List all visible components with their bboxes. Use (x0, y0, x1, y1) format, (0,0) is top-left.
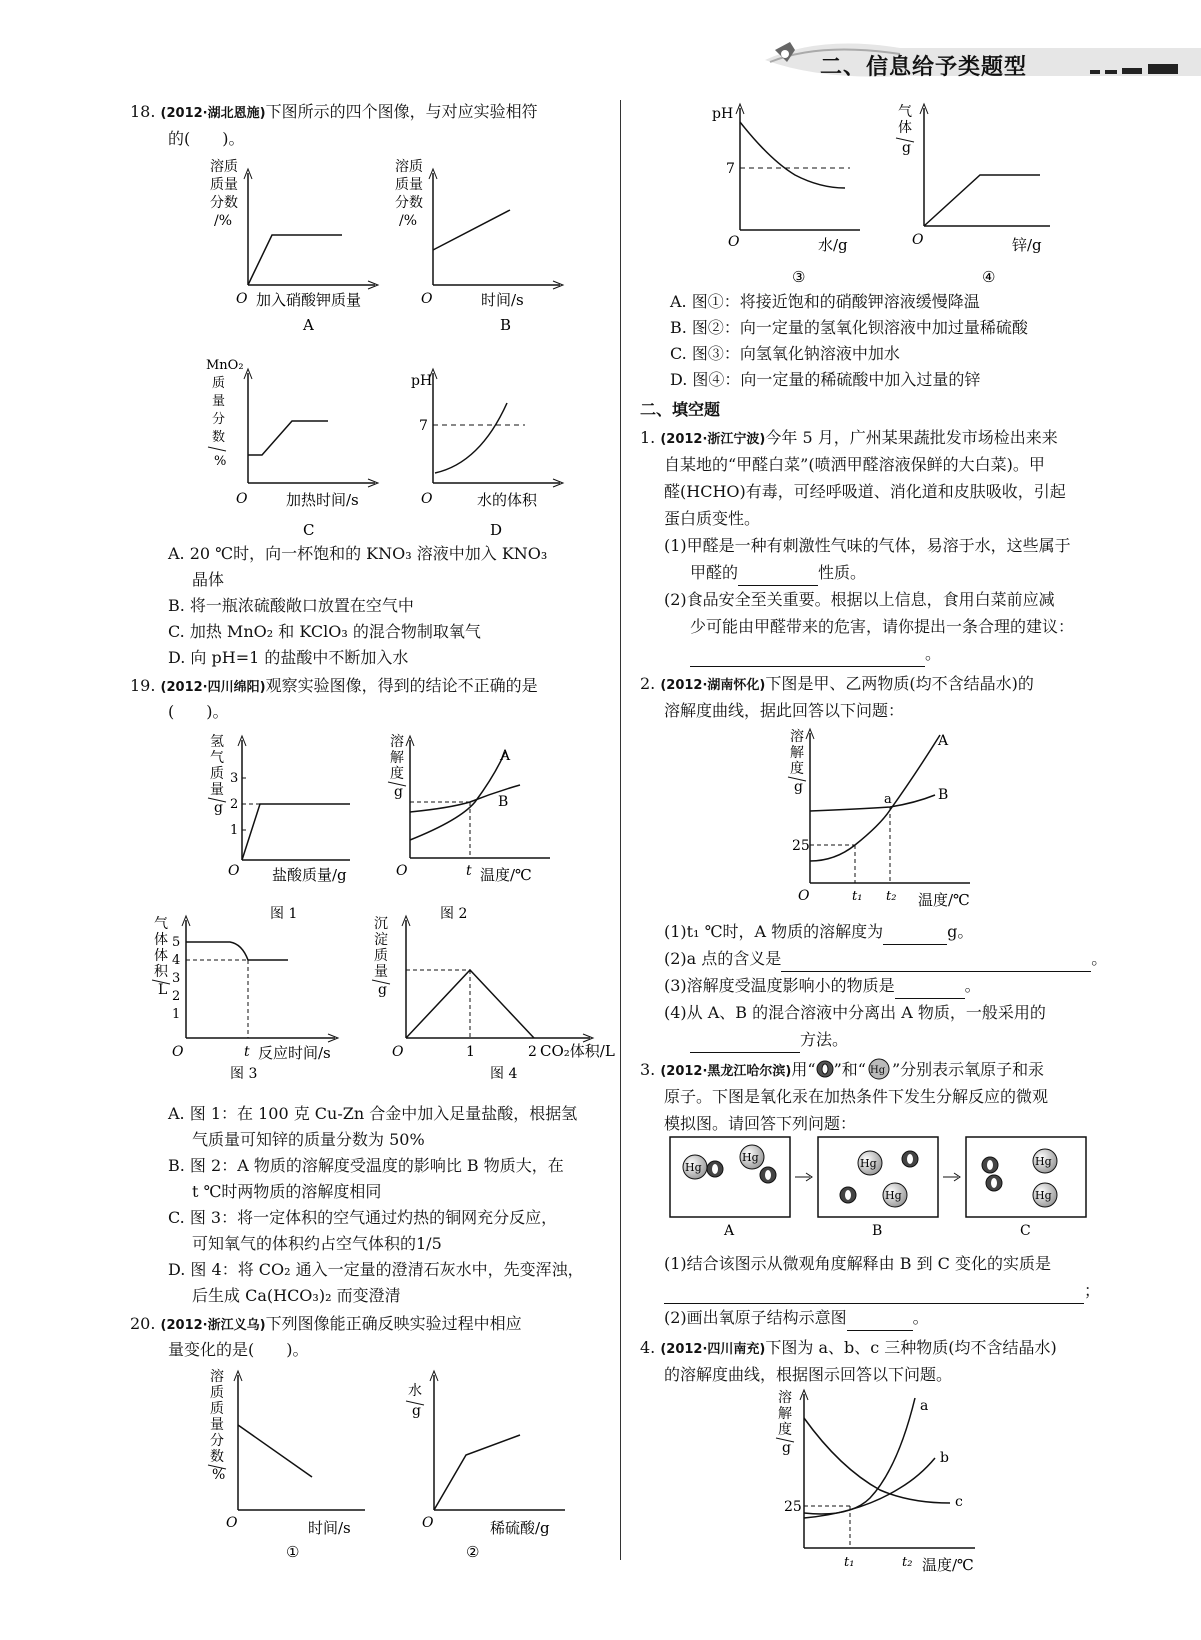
f2-line2: 溶解度曲线，据此回答以下问题： (664, 701, 905, 720)
svg-text:L: L (158, 982, 168, 998)
page-header-title: 二、信息给予类题型 (820, 55, 1028, 80)
svg-text:①: ① (286, 1543, 300, 1561)
q19-option-b-cont: t ℃时两物质的溶解度相同 (192, 1182, 382, 1201)
svg-text:t: t (244, 1044, 250, 1060)
q19-stem: 19. (2012·四川绵阳)观察实验图像，得到的结论不正确的是 (130, 676, 538, 695)
svg-text:g: g (394, 784, 403, 800)
svg-text:体: 体 (154, 948, 168, 964)
svg-text:O: O (421, 291, 433, 307)
f3-blank-1[interactable] (664, 1287, 1084, 1304)
svg-text:7: 7 (419, 418, 428, 434)
svg-text:溶: 溶 (790, 729, 804, 745)
svg-text:质量: 质量 (210, 177, 238, 193)
svg-text:温度/℃: 温度/℃ (922, 1556, 974, 1574)
f1-blank-2[interactable] (690, 650, 925, 667)
q18-a-caption: A (303, 316, 314, 334)
q20-stem-cont: 量变化的是( )。 (168, 1340, 309, 1359)
svg-text:分: 分 (210, 1433, 224, 1449)
svg-text:分数: 分数 (210, 195, 238, 211)
svg-text:度: 度 (390, 766, 404, 782)
svg-text:g: g (214, 800, 223, 816)
mercury-atom-icon (866, 1058, 892, 1080)
q19-option-a: A. 图 1：在 100 克 Cu-Zn 合金中加入足量盐酸，根据氢 (168, 1104, 578, 1123)
q19-option-c-cont: 可知氧气的体积约占空气体积的1/5 (192, 1234, 442, 1253)
f1-sub2-cont: 少可能由甲醛带来的危害，请你提出一条合理的建议： (690, 617, 1075, 636)
svg-text:5: 5 (172, 935, 181, 950)
f2-sub4: (4)从 A、B 的混合溶液中分离出 A 物质，一般采用的 (664, 1003, 1046, 1022)
svg-text:Hg: Hg (685, 1161, 702, 1174)
q19-graph-3 (150, 910, 360, 1080)
f2-blank-2[interactable] (781, 955, 1091, 972)
f1-line2: 自某地的“甲醛白菜”(喷洒甲醛溶液保鲜的大白菜)。甲 (664, 455, 1045, 474)
svg-text:O: O (228, 863, 240, 879)
f2-solubility-chart (780, 725, 1000, 915)
svg-text:水: 水 (408, 1383, 422, 1399)
svg-text:沉: 沉 (374, 916, 388, 932)
svg-text:量: 量 (212, 394, 226, 409)
svg-text:2: 2 (528, 1044, 537, 1060)
svg-text:O: O (236, 491, 248, 507)
svg-text:2: 2 (230, 797, 239, 812)
q18-stem-cont: 的( )。 (168, 129, 245, 148)
svg-text:Hg: Hg (869, 1065, 886, 1076)
svg-text:A: A (500, 748, 511, 764)
svg-text:25: 25 (784, 1499, 802, 1515)
q18-graph-a (200, 155, 400, 334)
svg-text:1: 1 (172, 1007, 181, 1022)
svg-text:稀硫酸/g: 稀硫酸/g (490, 1519, 550, 1537)
svg-text:Hg: Hg (885, 1189, 902, 1202)
oxygen-atom-icon (816, 1060, 834, 1078)
q18-graph-d (385, 355, 585, 540)
svg-text:④: ④ (982, 268, 996, 286)
svg-text:体: 体 (154, 932, 168, 948)
f1-sub1-cont: 甲醛的 性质。 (690, 559, 866, 586)
svg-text:A: A (938, 733, 949, 749)
svg-text:积: 积 (154, 964, 168, 980)
svg-text:气: 气 (210, 750, 224, 766)
svg-text:解: 解 (790, 745, 804, 761)
q20-graph-4 (890, 100, 1070, 285)
svg-text:3: 3 (230, 771, 239, 786)
svg-text:解: 解 (778, 1406, 792, 1422)
svg-text:a: a (920, 1398, 929, 1414)
svg-text:g: g (902, 140, 911, 156)
svg-text:图 2: 图 2 (440, 906, 468, 922)
svg-text:分: 分 (212, 412, 226, 427)
svg-text:/%: /% (399, 213, 418, 229)
f1-line3: 醛(HCHO)有毒，可经呼吸道、消化道和皮肤吸收，引起 (664, 482, 1066, 501)
f1-line4: 蛋白质变性。 (664, 509, 761, 528)
q20-option-d: D. 图④：向一定量的稀硫酸中加入过量的锌 (670, 370, 981, 389)
svg-text:C: C (1020, 1223, 1031, 1239)
section-title: 二、填空题 (640, 400, 721, 419)
f3-sub2: (2)画出氧原子结构示意图 。 (664, 1304, 929, 1331)
svg-text:t₂: t₂ (886, 889, 897, 904)
svg-text:溶: 溶 (210, 1369, 224, 1385)
f3-sub1: (1)结合该图示从微观角度解释由 B 到 C 变化的实质是 (664, 1254, 1052, 1273)
svg-text:A: A (724, 1223, 735, 1239)
svg-text:加热时间/s: 加热时间/s (286, 491, 359, 509)
f3-stem: 3. (2012·黑龙江哈尔滨)用“ ”和“ Hg ”分别表示氧原子和汞 (640, 1060, 1045, 1079)
q18-option-d: D. 向 pH=1 的盐酸中不断加入水 (168, 648, 409, 667)
svg-text:g: g (412, 1403, 421, 1419)
svg-text:O: O (392, 1044, 404, 1060)
svg-text:溶质: 溶质 (395, 159, 423, 175)
svg-text:水的体积: 水的体积 (477, 491, 538, 509)
svg-text:反应时间/s: 反应时间/s (258, 1044, 331, 1062)
svg-text:1: 1 (230, 823, 239, 838)
svg-text:气: 气 (898, 104, 912, 120)
svg-text:质: 质 (374, 948, 388, 964)
q19-option-b: B. 图 2：A 物质的溶解度受温度的影响比 B 物质大，在 (168, 1156, 564, 1175)
svg-text:时间/s: 时间/s (481, 291, 524, 309)
f3-particle-diagram (670, 1135, 1100, 1245)
q18-a-ylabel: 溶质 (210, 159, 238, 175)
svg-text:水/g: 水/g (818, 236, 848, 254)
svg-text:O: O (798, 888, 810, 904)
svg-text:度: 度 (778, 1422, 792, 1438)
svg-text:温度/℃: 温度/℃ (918, 891, 970, 909)
svg-text:CO₂体积/L: CO₂体积/L (540, 1042, 615, 1060)
svg-text:B: B (500, 316, 512, 334)
svg-text:质: 质 (212, 376, 226, 391)
svg-text:量: 量 (210, 1417, 224, 1433)
svg-text:pH: pH (712, 106, 734, 122)
svg-text:B: B (938, 787, 949, 803)
svg-text:Hg: Hg (1035, 1155, 1052, 1168)
svg-text:O: O (172, 1044, 184, 1060)
q19-option-d: D. 图 4：将 CO₂ 通入一定量的澄清石灰水中，先变浑浊， (168, 1260, 584, 1279)
svg-text:C: C (303, 521, 315, 539)
svg-text:Hg: Hg (1035, 1189, 1052, 1202)
q18-a-xlabel: 加入硝酸钾质量 (256, 291, 362, 309)
svg-text:气: 气 (154, 916, 168, 932)
svg-text:t₂: t₂ (902, 1555, 913, 1570)
svg-text:Hg: Hg (860, 1157, 877, 1170)
q20-option-a: A. 图①：将接近饱和的硝酸钾溶液缓慢降温 (670, 292, 980, 311)
svg-text:O: O (912, 232, 924, 248)
q19-graph-4 (370, 910, 615, 1082)
f2-stem: 2. (2012·湖南怀化)下图是甲、乙两物质(均不含结晶水)的 (640, 674, 1034, 693)
svg-text:量: 量 (210, 782, 224, 798)
column-divider (620, 100, 621, 1560)
svg-text:g: g (794, 779, 803, 795)
f1-blank-1[interactable] (738, 569, 818, 586)
f2-sub3: (3)溶解度受温度影响小的物质是 。 (664, 972, 981, 999)
svg-text:g: g (378, 982, 387, 998)
q19-option-d-cont: 后生成 Ca(HCO₃)₂ 而变澄清 (192, 1286, 401, 1305)
f4-line2: 的溶解度曲线，根据图示回答以下问题。 (664, 1365, 953, 1384)
svg-text:MnO₂: MnO₂ (206, 358, 244, 373)
f1-sub1: (1)甲醛是一种有刺激性气味的气体，易溶于水，这些属于 (664, 536, 1071, 555)
svg-text:2: 2 (172, 989, 181, 1004)
svg-text:淀: 淀 (374, 932, 388, 948)
svg-text:%: % (212, 1467, 226, 1483)
svg-text:质: 质 (210, 1401, 224, 1417)
q18-graph-c (200, 355, 400, 540)
svg-text:溶: 溶 (390, 734, 404, 750)
svg-text:分数: 分数 (395, 195, 423, 211)
svg-text:度: 度 (790, 761, 804, 777)
svg-text:③: ③ (792, 268, 806, 286)
svg-text:1: 1 (466, 1044, 475, 1060)
svg-text:质量: 质量 (395, 177, 423, 193)
svg-text:b: b (940, 1450, 949, 1466)
f2-sub4-cont: 方法。 (690, 1026, 848, 1053)
svg-text:图 3: 图 3 (230, 1066, 258, 1082)
q20-option-c: C. 图③：向氢氧化钠溶液中加水 (670, 344, 900, 363)
svg-text:g: g (782, 1440, 791, 1456)
f3-sub1-answer: ； (664, 1277, 1100, 1304)
svg-text:D: D (490, 521, 503, 539)
svg-text:25: 25 (792, 838, 810, 854)
svg-text:图 4: 图 4 (490, 1066, 518, 1082)
f3-line3: 模拟图。请回答下列问题： (664, 1114, 857, 1133)
f4-stem: 4. (2012·四川南充)下图为 a、b、c 三种物质(均不含结晶水) (640, 1338, 1057, 1357)
f1-sub2: (2)食品安全至关重要。根据以上信息，食用白菜前应减 (664, 590, 1055, 609)
svg-text:c: c (955, 1494, 963, 1510)
svg-text:图 1: 图 1 (270, 906, 298, 922)
svg-text:pH: pH (411, 373, 433, 389)
svg-text:数: 数 (210, 1449, 224, 1465)
svg-text:温度/℃: 温度/℃ (480, 866, 532, 884)
q18-graph-b (385, 155, 585, 334)
svg-text:数: 数 (212, 430, 226, 445)
f2-blank-4[interactable] (690, 1036, 800, 1053)
q20-graph-2 (400, 1365, 580, 1560)
svg-text:4: 4 (172, 953, 181, 968)
svg-text:B: B (872, 1223, 883, 1239)
svg-text:3: 3 (172, 971, 181, 986)
q18-option-a-cont: 晶体 (192, 570, 225, 589)
svg-text:质: 质 (210, 766, 224, 782)
svg-text:O: O (728, 234, 740, 250)
svg-text:Hg: Hg (742, 1151, 759, 1164)
q20-graph-1 (200, 1365, 380, 1560)
q20-graph-3 (700, 100, 880, 285)
svg-text:a: a (884, 792, 892, 807)
q20-option-b: B. 图②：向一定量的氢氧化钡溶液中加过量稀硫酸 (670, 318, 1028, 337)
f2-sub1: (1)t₁ ℃时，A 物质的溶解度为 g。 (664, 918, 973, 945)
svg-text:t₁: t₁ (844, 1555, 855, 1570)
svg-text:t: t (466, 863, 472, 879)
svg-text:O: O (422, 1515, 434, 1531)
q19-graph-2 (380, 730, 580, 920)
f2-sub2: (2)a 点的含义是 。 (664, 945, 1107, 972)
svg-text:解: 解 (390, 750, 404, 766)
svg-text:质: 质 (210, 1385, 224, 1401)
q19-stem-cont: ( )。 (168, 702, 229, 721)
svg-text:盐酸质量/g: 盐酸质量/g (272, 866, 347, 884)
svg-text:B: B (498, 794, 509, 810)
svg-text:t₁: t₁ (852, 889, 863, 904)
f2-blank-1[interactable] (883, 928, 947, 945)
q20-stem: 20. (2012·浙江义乌)下列图像能正确反映实验过程中相应 (130, 1314, 522, 1333)
f1-sub2-answer: 。 (690, 640, 941, 667)
svg-text:7: 7 (726, 161, 735, 177)
svg-text:O: O (396, 863, 408, 879)
q18-a-origin: O (236, 291, 248, 307)
svg-text:氢: 氢 (210, 734, 224, 750)
svg-text:②: ② (466, 1543, 480, 1561)
svg-text:O: O (421, 491, 433, 507)
svg-text:体: 体 (898, 120, 912, 136)
q19-graph-1 (200, 730, 380, 920)
q19-option-c: C. 图 3：将一定体积的空气通过灼热的铜网充分反应， (168, 1208, 558, 1227)
q18-option-a: A. 20 ℃时，向一杯饱和的 KNO₃ 溶液中加入 KNO₃ (168, 544, 548, 563)
f3-line2: 原子。下图是氧化汞在加热条件下发生分解反应的微观 (664, 1087, 1049, 1106)
q18-stem: 18. (2012·湖北恩施)下图所示的四个图像，与对应实验相符 (130, 102, 538, 121)
f4-solubility-chart (770, 1388, 1000, 1573)
svg-text:量: 量 (374, 964, 388, 980)
svg-text:/%: /% (214, 213, 233, 229)
svg-text:溶: 溶 (778, 1390, 792, 1406)
f1-stem: 1. (2012·浙江宁波)今年 5 月，广州某果蔬批发市场检出来来 (640, 428, 1058, 447)
q18-option-c: C. 加热 MnO₂ 和 KClO₃ 的混合物制取氧气 (168, 622, 481, 641)
q18-option-b: B. 将一瓶浓硫酸敞口放置在空气中 (168, 596, 414, 615)
svg-text:锌/g: 锌/g (1012, 236, 1042, 254)
svg-text:时间/s: 时间/s (308, 1519, 351, 1537)
svg-text:%: % (214, 454, 227, 469)
f2-blank-3[interactable] (895, 982, 965, 999)
svg-text:O: O (226, 1515, 238, 1531)
q19-option-a-cont: 气质量可知锌的质量分数为 50% (192, 1130, 425, 1149)
f3-blank-2[interactable] (847, 1314, 913, 1331)
